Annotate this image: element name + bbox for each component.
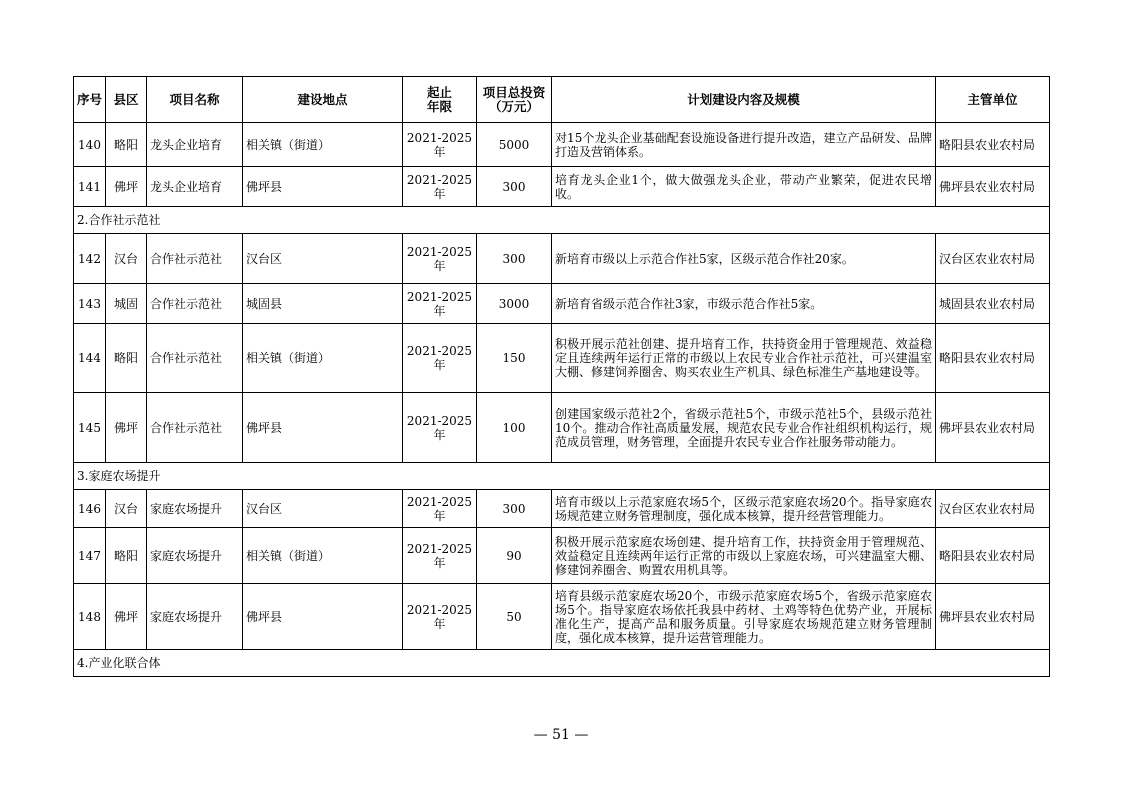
cell-name: 合作社示范社 xyxy=(147,324,243,393)
cell-investment: 300 xyxy=(477,167,552,207)
cell-location: 相关镇（街道） xyxy=(243,528,403,584)
cell-county: 佛坪 xyxy=(106,393,147,463)
cell-content: 培育市级以上示范家庭农场5个，区级示范家庭农场20个。指导家庭农场规范建立财务管理制度，强化成本核算，提升经营管理能力。 xyxy=(552,490,936,528)
cell-name: 合作社示范社 xyxy=(147,234,243,284)
cell-location: 汉台区 xyxy=(243,234,403,284)
cell-investment: 90 xyxy=(477,528,552,584)
cell-seq: 142 xyxy=(74,234,106,284)
header-county: 县区 xyxy=(106,77,147,123)
cell-unit: 略阳县农业农村局 xyxy=(936,528,1050,584)
cell-name: 龙头企业培育 xyxy=(147,123,243,167)
cell-county: 汉台 xyxy=(106,490,147,528)
cell-investment: 150 xyxy=(477,324,552,393)
cell-name: 家庭农场提升 xyxy=(147,584,243,650)
cell-unit: 略阳县农业农村局 xyxy=(936,123,1050,167)
cell-location: 佛坪县 xyxy=(243,393,403,463)
cell-seq: 146 xyxy=(74,490,106,528)
cell-county: 城固 xyxy=(106,284,147,324)
section-title: 4.产业化联合体 xyxy=(74,650,1050,677)
cell-investment: 5000 xyxy=(477,123,552,167)
cell-name: 家庭农场提升 xyxy=(147,528,243,584)
header-investment: 项目总投资 （万元） xyxy=(477,77,552,123)
cell-unit: 略阳县农业农村局 xyxy=(936,324,1050,393)
cell-county: 略阳 xyxy=(106,324,147,393)
section-row xyxy=(74,207,1050,234)
section-title: 2.合作社示范社 xyxy=(74,207,1050,234)
cell-location: 相关镇（街道） xyxy=(243,123,403,167)
cell-content: 培育县级示范家庭农场20个，市级示范家庭农场5个，省级示范家庭农场5个。指导家庭农场依托我县中药材、土鸡等特色优势产业，开展标准化生产，提高产品和服务质量。引导家庭农场规范建立财务管理制度，强化成本核算，提升运营管理能力。 xyxy=(552,584,936,650)
cell-county: 汉台 xyxy=(106,234,147,284)
cell-county: 佛坪 xyxy=(106,584,147,650)
header-name: 项目名称 xyxy=(147,77,243,123)
project-table xyxy=(73,76,1050,677)
header-unit: 主管单位 xyxy=(936,77,1050,123)
cell-period: 2021-2025年 xyxy=(403,123,477,167)
cell-content: 创建国家级示范社2个，省级示范社5个，市级示范社5个，县级示范社10个。推动合作社高质量发展，规范农民专业合作社组织机构运行，规范成员管理，财务管理，全面提升农民专业合作社服务带动能力。 xyxy=(552,393,936,463)
cell-seq: 145 xyxy=(74,393,106,463)
cell-seq: 140 xyxy=(74,123,106,167)
page-number: — 51 — xyxy=(533,727,589,743)
cell-period: 2021-2025年 xyxy=(403,167,477,207)
cell-period: 2021-2025年 xyxy=(403,490,477,528)
cell-investment: 3000 xyxy=(477,284,552,324)
cell-name: 家庭农场提升 xyxy=(147,490,243,528)
cell-seq: 141 xyxy=(74,167,106,207)
table-row xyxy=(74,490,1050,528)
cell-location: 佛坪县 xyxy=(243,584,403,650)
cell-unit: 佛坪县农业农村局 xyxy=(936,584,1050,650)
cell-unit: 汉台区农业农村局 xyxy=(936,234,1050,284)
cell-seq: 148 xyxy=(74,584,106,650)
cell-content: 新培育省级示范合作社3家，市级示范合作社5家。 xyxy=(552,284,936,324)
cell-content: 积极开展示范家庭农场创建、提升培育工作，扶持资金用于管理规范、效益稳定且连续两年运行正常的市级以上家庭农场，可兴建温室大棚、修建饲养圈舍、购置农用机具等。 xyxy=(552,528,936,584)
cell-unit: 佛坪县农业农村局 xyxy=(936,393,1050,463)
cell-unit: 佛坪县农业农村局 xyxy=(936,167,1050,207)
cell-content: 培育龙头企业1个，做大做强龙头企业，带动产业繁荣，促进农民增收。 xyxy=(552,167,936,207)
table-row xyxy=(74,324,1050,393)
header-location: 建设地点 xyxy=(243,77,403,123)
cell-county: 略阳 xyxy=(106,123,147,167)
cell-unit: 汉台区农业农村局 xyxy=(936,490,1050,528)
cell-content: 对15个龙头企业基础配套设施设备进行提升改造，建立产品研发、品牌打造及营销体系。 xyxy=(552,123,936,167)
cell-county: 略阳 xyxy=(106,528,147,584)
section-row xyxy=(74,650,1050,677)
cell-name: 合作社示范社 xyxy=(147,284,243,324)
cell-seq: 144 xyxy=(74,324,106,393)
header-row xyxy=(74,77,1050,123)
table-row xyxy=(74,123,1050,167)
cell-period: 2021-2025年 xyxy=(403,528,477,584)
cell-seq: 147 xyxy=(74,528,106,584)
cell-county: 佛坪 xyxy=(106,167,147,207)
table-row xyxy=(74,284,1050,324)
cell-investment: 100 xyxy=(477,393,552,463)
cell-investment: 50 xyxy=(477,584,552,650)
header-content: 计划建设内容及规模 xyxy=(552,77,936,123)
cell-location: 相关镇（街道） xyxy=(243,324,403,393)
cell-period: 2021-2025年 xyxy=(403,584,477,650)
cell-investment: 300 xyxy=(477,234,552,284)
section-title: 3.家庭农场提升 xyxy=(74,463,1050,490)
table-row xyxy=(74,167,1050,207)
cell-period: 2021-2025年 xyxy=(403,324,477,393)
cell-name: 龙头企业培育 xyxy=(147,167,243,207)
table-row xyxy=(74,528,1050,584)
cell-content: 积极开展示范社创建、提升培育工作，扶持资金用于管理规范、效益稳定且连续两年运行正常的市级以上农民专业合作社示范社，可兴建温室大棚、修建饲养圈舍、购买农业生产机具、绿色标准生产基地建设等。 xyxy=(552,324,936,393)
cell-content: 新培育市级以上示范合作社5家，区级示范合作社20家。 xyxy=(552,234,936,284)
cell-seq: 143 xyxy=(74,284,106,324)
header-period: 起止 年限 xyxy=(403,77,477,123)
cell-period: 2021-2025年 xyxy=(403,234,477,284)
section-row xyxy=(74,463,1050,490)
cell-period: 2021-2025年 xyxy=(403,284,477,324)
cell-location: 城固县 xyxy=(243,284,403,324)
cell-name: 合作社示范社 xyxy=(147,393,243,463)
header-seq: 序号 xyxy=(74,77,106,123)
cell-unit: 城固县农业农村局 xyxy=(936,284,1050,324)
table-row xyxy=(74,234,1050,284)
cell-investment: 300 xyxy=(477,490,552,528)
cell-location: 佛坪县 xyxy=(243,167,403,207)
table-row xyxy=(74,584,1050,650)
cell-period: 2021-2025年 xyxy=(403,393,477,463)
cell-location: 汉台区 xyxy=(243,490,403,528)
table-row xyxy=(74,393,1050,463)
